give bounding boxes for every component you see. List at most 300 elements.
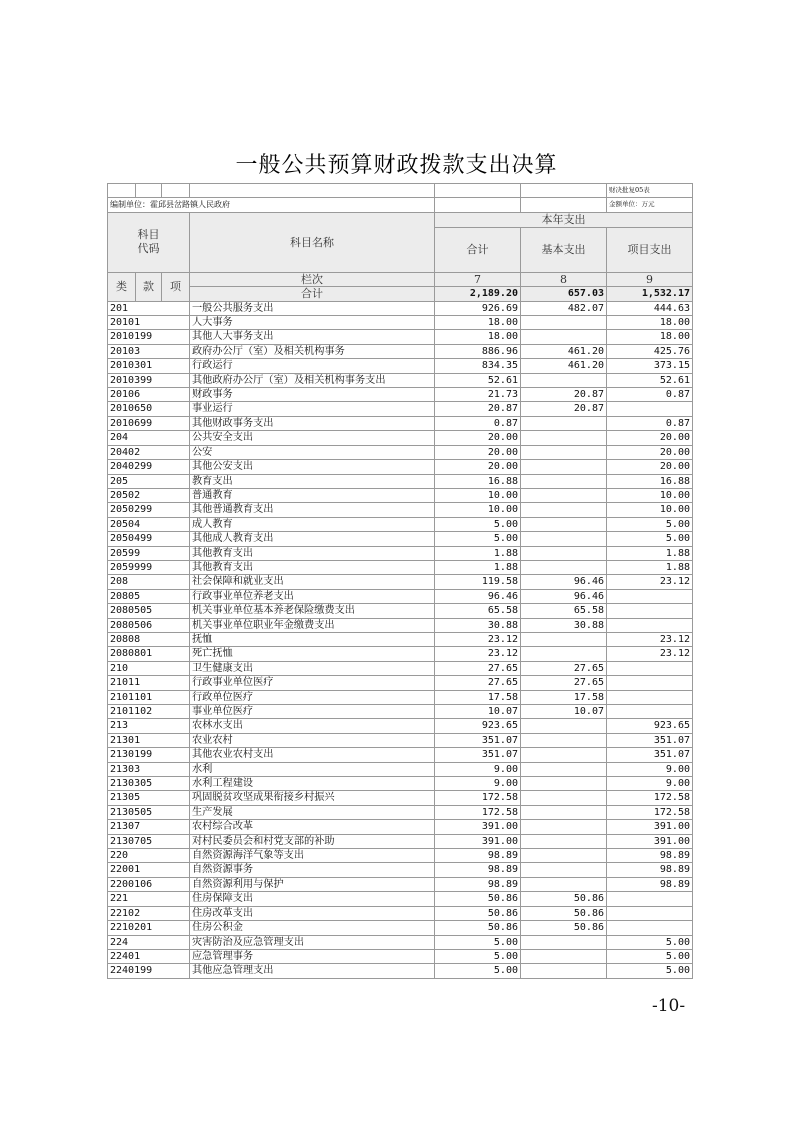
row-basic <box>521 949 607 963</box>
row-name: 其他公安支出 <box>190 460 435 474</box>
table-row <box>108 618 693 632</box>
table-row <box>108 589 693 603</box>
row-total: 886.96 <box>435 344 521 358</box>
row-name: 住房公积金 <box>190 921 435 935</box>
row-total: 23.12 <box>435 632 521 646</box>
row-code: 22401 <box>108 949 190 963</box>
table-row <box>108 690 693 704</box>
row-project: 351.07 <box>607 748 693 762</box>
row-name: 行政单位医疗 <box>190 690 435 704</box>
row-basic: 96.46 <box>521 589 607 603</box>
row-basic <box>521 733 607 747</box>
row-project: 391.00 <box>607 820 693 834</box>
row-total: 5.00 <box>435 964 521 978</box>
row-project: 23.12 <box>607 575 693 589</box>
row-basic <box>521 935 607 949</box>
table-row <box>108 546 693 560</box>
row-code: 205 <box>108 474 190 488</box>
row-total: 50.86 <box>435 921 521 935</box>
row-code: 21301 <box>108 733 190 747</box>
row-basic <box>521 964 607 978</box>
row-basic <box>521 849 607 863</box>
lei-header: 类 <box>108 272 136 301</box>
row-name: 一般公共服务支出 <box>190 301 435 315</box>
row-name: 其他农业农村支出 <box>190 748 435 762</box>
table-row <box>108 575 693 589</box>
row-total: 9.00 <box>435 777 521 791</box>
row-project: 0.87 <box>607 388 693 402</box>
col-index-project: 9 <box>607 272 693 286</box>
row-total: 20.00 <box>435 445 521 459</box>
row-name: 事业单位医疗 <box>190 705 435 719</box>
row-name: 普通教育 <box>190 488 435 502</box>
table-row <box>108 964 693 978</box>
row-basic <box>521 719 607 733</box>
table-row <box>108 762 693 776</box>
row-name: 其他应急管理支出 <box>190 964 435 978</box>
row-project: 10.00 <box>607 503 693 517</box>
sum-row <box>108 287 693 301</box>
row-project <box>607 402 693 416</box>
row-name: 农业农村 <box>190 733 435 747</box>
sum-project: 1,532.17 <box>607 287 693 301</box>
row-code: 20103 <box>108 344 190 358</box>
row-project: 5.00 <box>607 517 693 531</box>
row-code: 20402 <box>108 445 190 459</box>
row-project: 1.88 <box>607 560 693 574</box>
row-name: 自然资源海洋气象等支出 <box>190 849 435 863</box>
row-name: 行政事业单位养老支出 <box>190 589 435 603</box>
table-row <box>108 863 693 877</box>
row-code: 21307 <box>108 820 190 834</box>
row-total: 17.58 <box>435 690 521 704</box>
row-code: 224 <box>108 935 190 949</box>
row-basic <box>521 560 607 574</box>
row-code: 22001 <box>108 863 190 877</box>
row-project: 391.00 <box>607 834 693 848</box>
table-row <box>108 849 693 863</box>
name-header: 科目名称 <box>190 212 435 272</box>
row-basic: 461.20 <box>521 344 607 358</box>
table-row <box>108 488 693 502</box>
row-name: 其他政府办公厅（室）及相关机构事务支出 <box>190 373 435 387</box>
row-code: 20808 <box>108 632 190 646</box>
table-row <box>108 373 693 387</box>
row-project: 373.15 <box>607 359 693 373</box>
row-project: 9.00 <box>607 762 693 776</box>
row-project <box>607 906 693 920</box>
row-total: 9.00 <box>435 762 521 776</box>
row-code: 2010699 <box>108 416 190 430</box>
row-total: 27.65 <box>435 661 521 675</box>
row-name: 生产发展 <box>190 805 435 819</box>
row-basic <box>521 431 607 445</box>
row-basic <box>521 488 607 502</box>
row-project: 18.00 <box>607 316 693 330</box>
row-code: 20502 <box>108 488 190 502</box>
table-row <box>108 805 693 819</box>
row-basic: 65.58 <box>521 604 607 618</box>
row-name: 行政运行 <box>190 359 435 373</box>
row-code: 2240199 <box>108 964 190 978</box>
budget-sheet <box>107 183 692 979</box>
row-name: 机关事业单位职业年金缴费支出 <box>190 618 435 632</box>
row-name: 其他教育支出 <box>190 546 435 560</box>
row-name: 水利工程建设 <box>190 777 435 791</box>
row-basic <box>521 762 607 776</box>
table-row <box>108 906 693 920</box>
kuan-header: 款 <box>136 272 162 301</box>
row-name: 灾害防治及应急管理支出 <box>190 935 435 949</box>
table-row <box>108 777 693 791</box>
row-project: 98.89 <box>607 863 693 877</box>
row-code: 20101 <box>108 316 190 330</box>
row-basic: 482.07 <box>521 301 607 315</box>
table-row <box>108 877 693 891</box>
row-total: 172.58 <box>435 805 521 819</box>
row-name: 其他普通教育支出 <box>190 503 435 517</box>
row-project <box>607 921 693 935</box>
row-basic: 50.86 <box>521 906 607 920</box>
row-total: 30.88 <box>435 618 521 632</box>
row-basic <box>521 330 607 344</box>
row-code: 2080801 <box>108 647 190 661</box>
row-project: 351.07 <box>607 733 693 747</box>
basic-header: 基本支出 <box>521 227 607 272</box>
row-code: 210 <box>108 661 190 675</box>
row-project: 20.00 <box>607 445 693 459</box>
row-name: 成人教育 <box>190 517 435 531</box>
row-code: 21303 <box>108 762 190 776</box>
col-index-total: 7 <box>435 272 521 286</box>
row-project: 9.00 <box>607 777 693 791</box>
row-name: 住房改革支出 <box>190 906 435 920</box>
table-row <box>108 330 693 344</box>
row-basic: 27.65 <box>521 676 607 690</box>
row-total: 20.87 <box>435 402 521 416</box>
row-total: 923.65 <box>435 719 521 733</box>
row-total: 5.00 <box>435 517 521 531</box>
row-name: 行政事业单位医疗 <box>190 676 435 690</box>
row-total: 50.86 <box>435 892 521 906</box>
row-project: 20.00 <box>607 431 693 445</box>
sum-total: 2,189.20 <box>435 287 521 301</box>
row-total: 834.35 <box>435 359 521 373</box>
row-total: 391.00 <box>435 834 521 848</box>
row-name: 住房保障支出 <box>190 892 435 906</box>
row-project: 23.12 <box>607 632 693 646</box>
row-total: 1.88 <box>435 560 521 574</box>
row-name: 农林水支出 <box>190 719 435 733</box>
row-code: 2080505 <box>108 604 190 618</box>
row-basic <box>521 532 607 546</box>
table-row <box>108 445 693 459</box>
unit-label: 编制单位：霍邱县岔路镇人民政府 <box>108 198 435 212</box>
row-project: 172.58 <box>607 791 693 805</box>
column-index-row <box>108 272 693 286</box>
row-basic: 17.58 <box>521 690 607 704</box>
page-number: -10- <box>652 996 686 1016</box>
row-total: 119.58 <box>435 575 521 589</box>
row-name: 自然资源利用与保护 <box>190 877 435 891</box>
row-basic: 50.86 <box>521 892 607 906</box>
row-total: 98.89 <box>435 849 521 863</box>
form-code-row <box>108 184 693 198</box>
row-code: 2101101 <box>108 690 190 704</box>
row-basic <box>521 373 607 387</box>
row-total: 23.12 <box>435 647 521 661</box>
row-code: 201 <box>108 301 190 315</box>
row-project: 23.12 <box>607 647 693 661</box>
table-row <box>108 935 693 949</box>
row-name: 财政事务 <box>190 388 435 402</box>
row-basic <box>521 877 607 891</box>
row-name: 其他财政事务支出 <box>190 416 435 430</box>
row-name: 其他人大事务支出 <box>190 330 435 344</box>
row-code: 2130199 <box>108 748 190 762</box>
form-code: 财决批复05表 <box>607 184 693 198</box>
row-code: 2080506 <box>108 618 190 632</box>
row-total: 52.61 <box>435 373 521 387</box>
row-code: 208 <box>108 575 190 589</box>
row-code: 20504 <box>108 517 190 531</box>
row-code: 20805 <box>108 589 190 603</box>
row-total: 21.73 <box>435 388 521 402</box>
row-code: 2130505 <box>108 805 190 819</box>
page-title: 一般公共预算财政拨款支出决算 <box>235 153 558 178</box>
table-row <box>108 359 693 373</box>
row-basic: 27.65 <box>521 661 607 675</box>
row-total: 20.00 <box>435 431 521 445</box>
table-row <box>108 431 693 445</box>
row-name: 人大事务 <box>190 316 435 330</box>
row-project: 444.63 <box>607 301 693 315</box>
table-row <box>108 791 693 805</box>
row-name: 公共安全支出 <box>190 431 435 445</box>
row-name: 其他成人教育支出 <box>190 532 435 546</box>
row-name: 社会保障和就业支出 <box>190 575 435 589</box>
row-basic: 20.87 <box>521 388 607 402</box>
row-code: 213 <box>108 719 190 733</box>
row-code: 2050499 <box>108 532 190 546</box>
row-project: 172.58 <box>607 805 693 819</box>
project-header: 项目支出 <box>607 227 693 272</box>
row-total: 5.00 <box>435 935 521 949</box>
row-project <box>607 604 693 618</box>
row-code: 2050299 <box>108 503 190 517</box>
row-code: 20106 <box>108 388 190 402</box>
row-basic <box>521 517 607 531</box>
table-row <box>108 532 693 546</box>
table-row <box>108 647 693 661</box>
xiang-header: 项 <box>162 272 190 301</box>
unit-row <box>108 198 693 212</box>
row-code: 21305 <box>108 791 190 805</box>
table-row <box>108 503 693 517</box>
code-group-header: 科目 代码 <box>108 212 190 272</box>
row-total: 1.88 <box>435 546 521 560</box>
row-basic <box>521 834 607 848</box>
row-project <box>607 589 693 603</box>
table-row <box>108 560 693 574</box>
row-basic <box>521 748 607 762</box>
row-total: 172.58 <box>435 791 521 805</box>
row-name: 死亡抚恤 <box>190 647 435 661</box>
row-basic <box>521 863 607 877</box>
table-row <box>108 474 693 488</box>
row-project: 18.00 <box>607 330 693 344</box>
row-basic: 461.20 <box>521 359 607 373</box>
sum-label: 合计 <box>190 287 435 301</box>
table-row <box>108 661 693 675</box>
table-row <box>108 892 693 906</box>
row-project: 5.00 <box>607 532 693 546</box>
table-row <box>108 820 693 834</box>
row-code: 2010399 <box>108 373 190 387</box>
row-basic: 20.87 <box>521 402 607 416</box>
row-name: 机关事业单位基本养老保险缴费支出 <box>190 604 435 618</box>
row-name: 其他教育支出 <box>190 560 435 574</box>
expense-table <box>107 183 693 979</box>
row-project: 98.89 <box>607 849 693 863</box>
sum-basic: 657.03 <box>521 287 607 301</box>
year-expense-header: 本年支出 <box>435 212 693 227</box>
row-project: 425.76 <box>607 344 693 358</box>
row-total: 50.86 <box>435 906 521 920</box>
row-code: 2010650 <box>108 402 190 416</box>
row-name: 事业运行 <box>190 402 435 416</box>
row-code: 2200106 <box>108 877 190 891</box>
table-row <box>108 402 693 416</box>
row-total: 351.07 <box>435 748 521 762</box>
row-total: 10.07 <box>435 705 521 719</box>
row-total: 0.87 <box>435 416 521 430</box>
table-row <box>108 632 693 646</box>
col-index-basic: 8 <box>521 272 607 286</box>
row-total: 10.00 <box>435 488 521 502</box>
row-total: 27.65 <box>435 676 521 690</box>
row-total: 926.69 <box>435 301 521 315</box>
row-total: 20.00 <box>435 460 521 474</box>
row-project: 5.00 <box>607 964 693 978</box>
row-basic: 96.46 <box>521 575 607 589</box>
row-project <box>607 690 693 704</box>
row-project: 5.00 <box>607 935 693 949</box>
row-code: 221 <box>108 892 190 906</box>
table-row <box>108 733 693 747</box>
row-basic <box>521 805 607 819</box>
row-basic <box>521 791 607 805</box>
table-row <box>108 719 693 733</box>
row-code: 22102 <box>108 906 190 920</box>
row-code: 204 <box>108 431 190 445</box>
row-code: 21011 <box>108 676 190 690</box>
row-project <box>607 705 693 719</box>
row-project: 20.00 <box>607 460 693 474</box>
row-name: 对村民委员会和村党支部的补助 <box>190 834 435 848</box>
row-project: 10.00 <box>607 488 693 502</box>
row-total: 16.88 <box>435 474 521 488</box>
table-row <box>108 705 693 719</box>
row-name: 教育支出 <box>190 474 435 488</box>
row-project: 1.88 <box>607 546 693 560</box>
table-row <box>108 416 693 430</box>
row-basic <box>521 460 607 474</box>
table-row <box>108 460 693 474</box>
row-code: 220 <box>108 849 190 863</box>
row-basic <box>521 632 607 646</box>
row-total: 98.89 <box>435 877 521 891</box>
row-code: 2210201 <box>108 921 190 935</box>
row-name: 自然资源事务 <box>190 863 435 877</box>
row-total: 18.00 <box>435 330 521 344</box>
row-project: 98.89 <box>607 877 693 891</box>
row-total: 65.58 <box>435 604 521 618</box>
table-row <box>108 388 693 402</box>
table-row <box>108 949 693 963</box>
row-project: 5.00 <box>607 949 693 963</box>
row-project <box>607 618 693 632</box>
row-code: 2040299 <box>108 460 190 474</box>
row-total: 351.07 <box>435 733 521 747</box>
row-basic <box>521 445 607 459</box>
total-header: 合计 <box>435 227 521 272</box>
amount-unit: 金额单位：万元 <box>607 198 693 212</box>
row-basic <box>521 546 607 560</box>
row-basic <box>521 416 607 430</box>
row-total: 10.00 <box>435 503 521 517</box>
row-project: 0.87 <box>607 416 693 430</box>
row-basic <box>521 820 607 834</box>
row-name: 卫生健康支出 <box>190 661 435 675</box>
row-basic <box>521 316 607 330</box>
table-row <box>108 748 693 762</box>
row-basic: 30.88 <box>521 618 607 632</box>
table-row <box>108 517 693 531</box>
row-total: 391.00 <box>435 820 521 834</box>
row-name: 农村综合改革 <box>190 820 435 834</box>
row-basic <box>521 777 607 791</box>
table-row <box>108 316 693 330</box>
row-code: 2101102 <box>108 705 190 719</box>
row-project <box>607 676 693 690</box>
row-basic: 10.07 <box>521 705 607 719</box>
row-code: 2130705 <box>108 834 190 848</box>
row-project: 923.65 <box>607 719 693 733</box>
row-code: 2010301 <box>108 359 190 373</box>
table-row <box>108 301 693 315</box>
row-name: 水利 <box>190 762 435 776</box>
row-total: 18.00 <box>435 316 521 330</box>
row-project: 52.61 <box>607 373 693 387</box>
row-total: 5.00 <box>435 949 521 963</box>
table-row <box>108 344 693 358</box>
table-row <box>108 921 693 935</box>
row-project <box>607 892 693 906</box>
row-total: 96.46 <box>435 589 521 603</box>
row-total: 5.00 <box>435 532 521 546</box>
row-project <box>607 661 693 675</box>
row-name: 政府办公厅（室）及相关机构事务 <box>190 344 435 358</box>
table-row <box>108 604 693 618</box>
row-code: 2130305 <box>108 777 190 791</box>
row-basic <box>521 503 607 517</box>
row-project: 16.88 <box>607 474 693 488</box>
row-name: 抚恤 <box>190 632 435 646</box>
row-basic <box>521 474 607 488</box>
row-name: 巩固脱贫攻坚成果衔接乡村振兴 <box>190 791 435 805</box>
row-name: 公安 <box>190 445 435 459</box>
